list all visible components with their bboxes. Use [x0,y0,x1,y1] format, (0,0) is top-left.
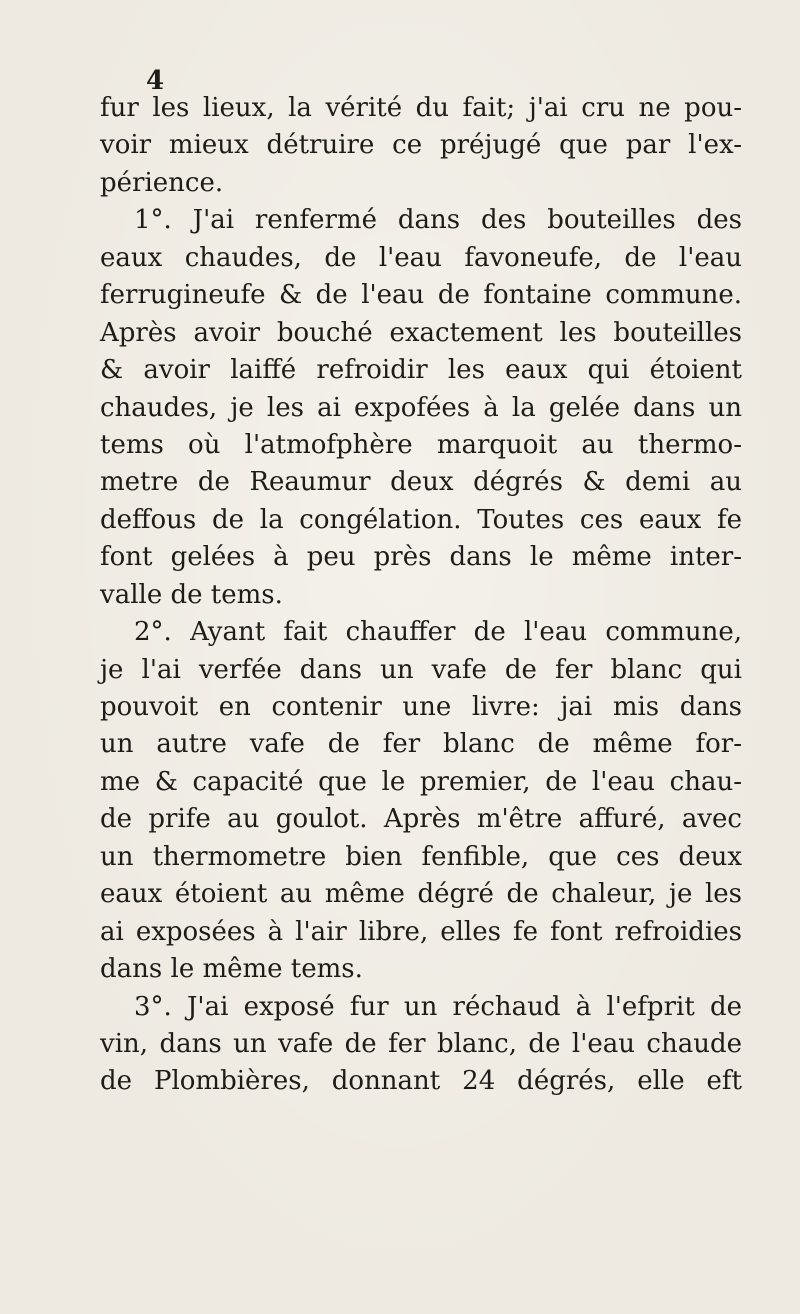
text-line: eaux étoient au même dégré de chaleur, je les [100,879,742,910]
text-line: pouvoit en contenir une livre: jai mis dans [100,692,742,722]
text-line: fur les lieux, la vérité du fait; j'ai cru ne pou- [100,93,742,123]
text-line: chaudes, je les ai expofées à la gelée dans un [100,392,742,423]
text-line: ai exposées à l'air libre, elles fe font refroidies [100,916,742,947]
text-line: tems où l'atmofphère marquoit au thermo- [100,429,742,460]
text-line: voir mieux détruire ce préjugé que par l'ex- [100,130,742,161]
text-line: de prife au goulot. Après m'être affuré, avec [100,804,742,835]
text-line: & avoir laiffé refroidir les eaux qui étoient [100,355,742,386]
text-line: font gelées à peu près dans le même inter- [100,542,742,573]
text-line: deffous de la congélation. Toutes ces eaux fe [100,504,742,535]
text-line: ferrugineufe & de l'eau de fontaine commune. [100,280,742,311]
text-line: me & capacité que le premier, de l'eau chau- [100,766,742,797]
text-line: metre de Reaumur deux dégrés & demi au [100,467,742,498]
signature-mark: 4 [146,66,165,96]
body-text [100,90,742,1101]
text-line: je l'ai verfée dans un vafe de fer blanc qui [100,654,742,685]
text-line: un autre vafe de fer blanc de même for- [100,729,742,760]
text-line: 1°. J'ai renfermé dans des bouteilles des [134,205,742,236]
text-line: 3°. J'ai exposé fur un réchaud à l'efprit de [134,991,742,1022]
text-line: de Plombières, donnant 24 dégrés, elle eft [100,1066,742,1097]
text-line: valle de tems. [100,579,283,610]
text-line: vin, dans un vafe de fer blanc, de l'eau chaude [100,1028,742,1059]
text-line: Après avoir bouché exactement les bouteilles [100,317,742,348]
text-line: un thermometre bien fenfible, que ces deux [100,841,742,872]
text-line: eaux chaudes, de l'eau favoneufe, de l'eau [100,242,742,273]
text-line: 2°. Ayant fait chauffer de l'eau commune, [134,617,742,648]
text-line: périence. [100,167,224,198]
text-line: dans le même tems. [100,954,363,985]
